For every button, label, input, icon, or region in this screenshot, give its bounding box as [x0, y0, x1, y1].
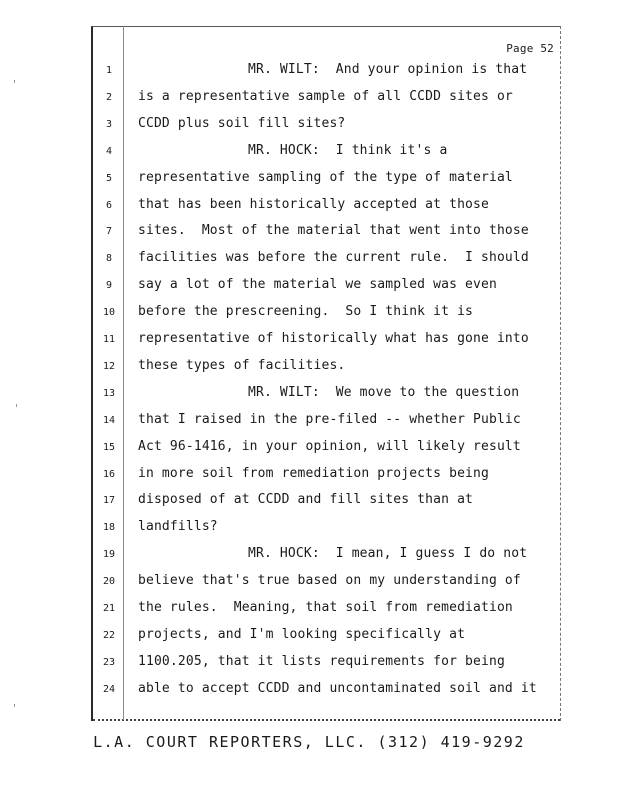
line-number: 8 — [105, 253, 113, 264]
line-number: 1 — [105, 65, 113, 76]
line-number: 14 — [102, 415, 116, 426]
transcript-line — [0, 304, 618, 324]
line-number: 12 — [102, 361, 116, 372]
line-text: representative of historically what has gone into — [138, 331, 529, 346]
line-text: landfills? — [138, 519, 218, 534]
transcript-line — [0, 89, 618, 109]
transcript-line — [0, 600, 618, 620]
transcript-line — [0, 331, 618, 351]
line-number: 19 — [102, 549, 116, 560]
line-text: that has been historically accepted at those — [138, 197, 489, 212]
transcript-line — [0, 62, 618, 82]
line-number: 20 — [102, 576, 116, 587]
transcript-line — [0, 439, 618, 459]
line-text: able to accept CCDD and uncontaminated soil and it — [138, 681, 537, 696]
transcript-line — [0, 277, 618, 297]
transcript-line — [0, 223, 618, 243]
line-text: 1100.205, that it lists requirements for being — [138, 654, 505, 669]
line-text: representative sampling of the type of material — [138, 170, 513, 185]
line-number: 10 — [102, 307, 116, 318]
line-number: 13 — [102, 388, 116, 399]
line-text: in more soil from remediation projects being — [138, 466, 489, 481]
line-text: MR. HOCK: I think it's a — [248, 143, 448, 158]
transcript-line — [0, 143, 618, 163]
transcript-line — [0, 170, 618, 190]
line-text: these types of facilities. — [138, 358, 346, 373]
line-number: 15 — [102, 442, 116, 453]
transcript-line — [0, 358, 618, 378]
line-number: 22 — [102, 630, 116, 641]
line-number: 18 — [102, 522, 116, 533]
page-number: Page 52 — [506, 42, 554, 55]
line-number: 2 — [105, 92, 113, 103]
transcript-line — [0, 385, 618, 405]
line-text: CCDD plus soil fill sites? — [138, 116, 346, 131]
line-text: MR. HOCK: I mean, I guess I do not — [248, 546, 528, 561]
line-number: 23 — [102, 657, 116, 668]
line-text: that I raised in the pre-filed -- whether Public — [138, 412, 521, 427]
line-number: 9 — [105, 280, 113, 291]
line-text: say a lot of the material we sampled was even — [138, 277, 497, 292]
line-text: MR. WILT: And your opinion is that — [248, 62, 528, 77]
transcript-line — [0, 627, 618, 647]
line-text: MR. WILT: We move to the question — [248, 385, 520, 400]
line-number: 17 — [102, 495, 116, 506]
line-text: is a representative sample of all CCDD sites or — [138, 89, 513, 104]
page-bottom-border — [93, 719, 560, 721]
line-text: projects, and I'm looking specifically at — [138, 627, 466, 642]
line-text: facilities was before the current rule. I should — [138, 250, 529, 265]
transcript-line — [0, 250, 618, 270]
scan-speck — [14, 80, 15, 83]
line-number: 7 — [105, 226, 113, 237]
transcript-line — [0, 573, 618, 593]
line-text: before the prescreening. So I think it is — [138, 304, 474, 319]
scan-speck — [14, 704, 15, 707]
line-number: 4 — [105, 146, 113, 157]
line-number: 11 — [102, 334, 116, 345]
line-text: sites. Most of the material that went into those — [138, 223, 529, 238]
line-number: 3 — [105, 119, 113, 130]
transcript-line — [0, 492, 618, 512]
line-number: 24 — [102, 684, 116, 695]
line-number: 21 — [102, 603, 116, 614]
scan-speck — [16, 404, 17, 407]
transcript-line — [0, 197, 618, 217]
transcript-line — [0, 519, 618, 539]
line-text: disposed of at CCDD and fill sites than at — [138, 492, 474, 507]
court-reporter-footer: L.A. COURT REPORTERS, LLC. (312) 419-9292 — [93, 733, 525, 751]
transcript-line — [0, 546, 618, 566]
transcript-line — [0, 116, 618, 136]
line-number: 16 — [102, 469, 116, 480]
line-text: believe that's true based on my understanding of — [138, 573, 521, 588]
transcript-line — [0, 466, 618, 486]
transcript-line — [0, 412, 618, 432]
line-text: the rules. Meaning, that soil from remediation — [138, 600, 513, 615]
line-text: Act 96-1416, in your opinion, will likely result — [138, 439, 521, 454]
line-number: 5 — [105, 173, 113, 184]
transcript-line — [0, 654, 618, 674]
transcript-line — [0, 681, 618, 701]
line-number: 6 — [105, 200, 113, 211]
